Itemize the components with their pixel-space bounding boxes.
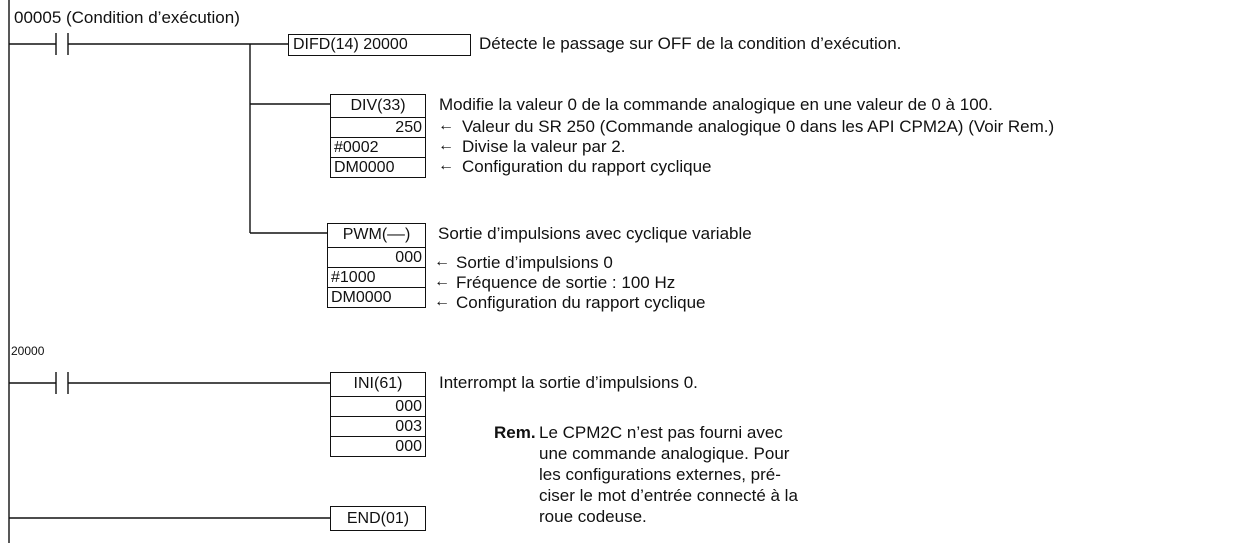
- div-instruction: DIV(33): [330, 94, 426, 118]
- arrow-icon: ←: [438, 157, 454, 174]
- end-instruction: END(01): [330, 506, 426, 531]
- note-label: Rem.: [494, 423, 536, 442]
- ini-operand-3: 000: [330, 436, 426, 457]
- div-operand-1: 250: [330, 117, 426, 138]
- difd-instruction: DIFD(14) 20000: [288, 34, 471, 56]
- execution-condition-label: 00005 (Condition d’exécution): [14, 8, 240, 27]
- arrow-icon: ←: [434, 293, 450, 310]
- pwm-operand-comment-3: Configuration du rapport cyclique: [456, 293, 706, 312]
- arrow-icon: ←: [434, 253, 450, 270]
- pwm-operand-3: DM0000: [327, 287, 426, 308]
- div-operand-comment-2: Divise la valeur par 2.: [462, 137, 626, 156]
- note-line-4: ciser le mot d’entrée connecté à la: [539, 486, 798, 505]
- difd-comment: Détecte le passage sur OFF de la condition d’exécution.: [479, 34, 902, 53]
- ini-comment: Interrompt la sortie d’impulsions 0.: [439, 373, 698, 392]
- div-comment: Modifie la valeur 0 de la commande analogique en une valeur de 0 à 100.: [439, 95, 993, 114]
- ini-instruction: INI(61): [330, 372, 426, 397]
- note-line-3: les configurations externes, pré-: [539, 465, 781, 484]
- pwm-operand-comment-1: Sortie d’impulsions 0: [456, 253, 613, 272]
- pwm-operand-2: #1000: [327, 267, 426, 288]
- note-line-5: roue codeuse.: [539, 507, 647, 526]
- pwm-instruction: PWM(––): [327, 223, 426, 248]
- arrow-icon: ←: [438, 137, 454, 154]
- arrow-icon: ←: [438, 117, 454, 134]
- div-operand-3: DM0000: [330, 157, 426, 178]
- ini-operand-2: 003: [330, 416, 426, 437]
- contact-label-20000: 20000: [11, 344, 45, 358]
- ini-operand-1: 000: [330, 396, 426, 417]
- pwm-operand-1: 000: [327, 247, 426, 268]
- pwm-operand-comment-2: Fréquence de sortie : 100 Hz: [456, 273, 676, 292]
- note-line-2: une commande analogique. Pour: [539, 444, 790, 463]
- div-operand-comment-3: Configuration du rapport cyclique: [462, 157, 712, 176]
- div-operand-comment-1: Valeur du SR 250 (Commande analogique 0 dans les API CPM2A) (Voir Rem.): [462, 117, 1055, 136]
- note-line-1: Le CPM2C n’est pas fourni avec: [539, 423, 783, 442]
- pwm-comment: Sortie d’impulsions avec cyclique variable: [438, 224, 752, 243]
- div-operand-2: #0002: [330, 137, 426, 158]
- arrow-icon: ←: [434, 273, 450, 290]
